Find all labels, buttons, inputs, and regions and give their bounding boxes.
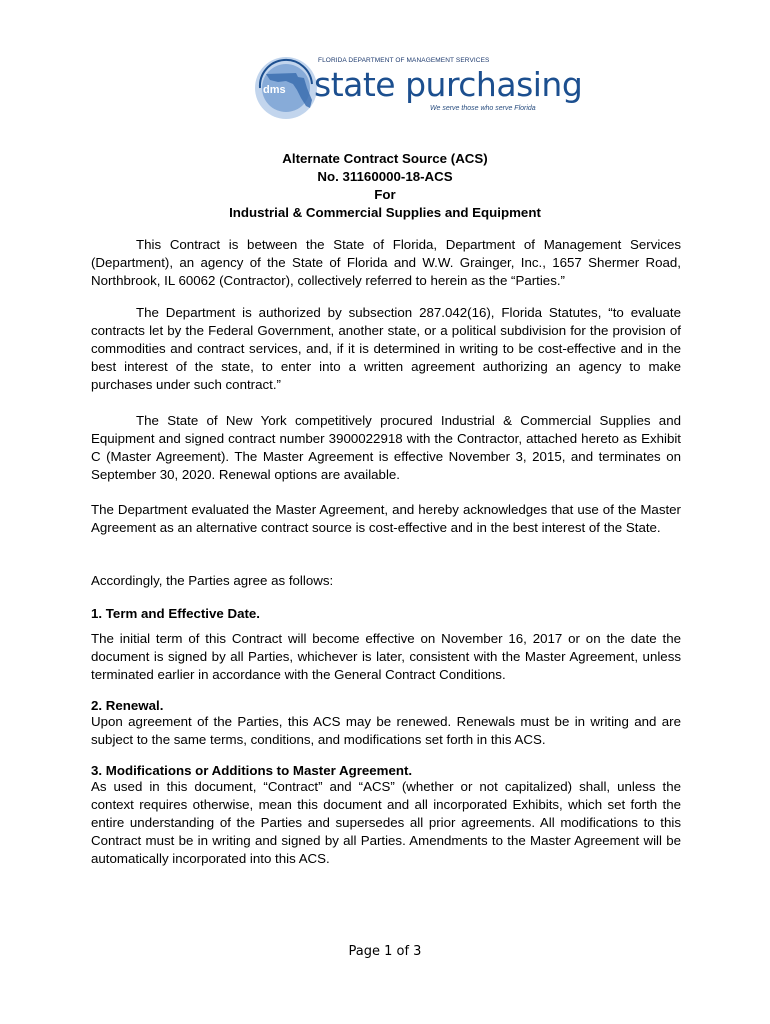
- title-line-4: Industrial & Commercial Supplies and Equipment: [229, 205, 541, 220]
- title-line-2: No. 31160000-18-ACS: [317, 169, 453, 184]
- section-2-text: Upon agreement of the Parties, this ACS may be renewed. Renewals must be in writing and are subject to the same terms, conditions, and modifications set forth in this ACS.: [91, 714, 681, 747]
- logo-tagline: We serve those who serve Florida: [430, 105, 536, 112]
- section-3-heading: 3. Modifications or Additions to Master Agreement.: [91, 763, 413, 778]
- title-line-1: Alternate Contract Source (ACS): [282, 151, 488, 166]
- paragraph-parties: This Contract is between the State of Florida, Department of Management Services (Department), an agency of the State of Florida and W.W. Grainger, Inc., 1657 Shermer Road, Northbrook, IL 60062 (Contractor), collectively referred to herein as the “Parties.”: [91, 237, 681, 288]
- section-3-text: As used in this document, “Contract” and “ACS” (whether or not capitalized) shall, unless the context requires otherwise, mean this document and all incorporated Exhibits, which set forth the entire understanding of the Parties and supersedes all prior agreements. All modifications to this Contract must be in writing and signed by all Parties. Amendments to the Master Agreement will be automatically incorporated into this ACS.: [91, 779, 681, 866]
- paragraph-evaluation: The Department evaluated the Master Agreement, and hereby acknowledges that use of the Master Agreement as an alternative contract source is cost-effective and in the best interest of the State.: [91, 502, 681, 535]
- document-title: [0, 150, 770, 222]
- paragraph-procurement: The State of New York competitively procured Industrial & Commercial Supplies and Equipment and signed contract number 3900022918 with the Contractor, attached hereto as Exhibit C (Master Agreement). The Master Agreement is effective November 3, 2015, and terminates on September 30, 2020. Renewal options are available.: [91, 413, 681, 482]
- logo-wordmark: state purchasing: [314, 65, 583, 104]
- logo-agency-name: FLORIDA DEPARTMENT OF MANAGEMENT SERVICES: [318, 57, 490, 64]
- section-1-text: The initial term of this Contract will become effective on November 16, 2017 or on the date the document is signed by all Parties, whichever is later, consistent with the Master Agreement, unless terminated earlier in accordance with the General Contract Conditions.: [91, 631, 681, 682]
- page-number: Page 1 of 3: [348, 944, 422, 959]
- logo-initials: dms: [263, 84, 286, 96]
- paragraph-authority: The Department is authorized by subsection 287.042(16), Florida Statutes, “to evaluate contracts let by the Federal Government, another state, or a political subdivision for the provision of commodities and contract services, and, if it is determined in writing to be cost-effective and in the best interest of the state, to enter into a written agreement authorizing an agency to make purchases under such contract.”: [91, 305, 681, 392]
- section-1-heading: 1. Term and Effective Date.: [91, 606, 260, 621]
- title-line-3: For: [374, 187, 396, 202]
- section-2-heading: 2. Renewal.: [91, 698, 164, 713]
- paragraph-agreement-intro: Accordingly, the Parties agree as follows:: [91, 573, 334, 588]
- dms-logo: [252, 48, 583, 128]
